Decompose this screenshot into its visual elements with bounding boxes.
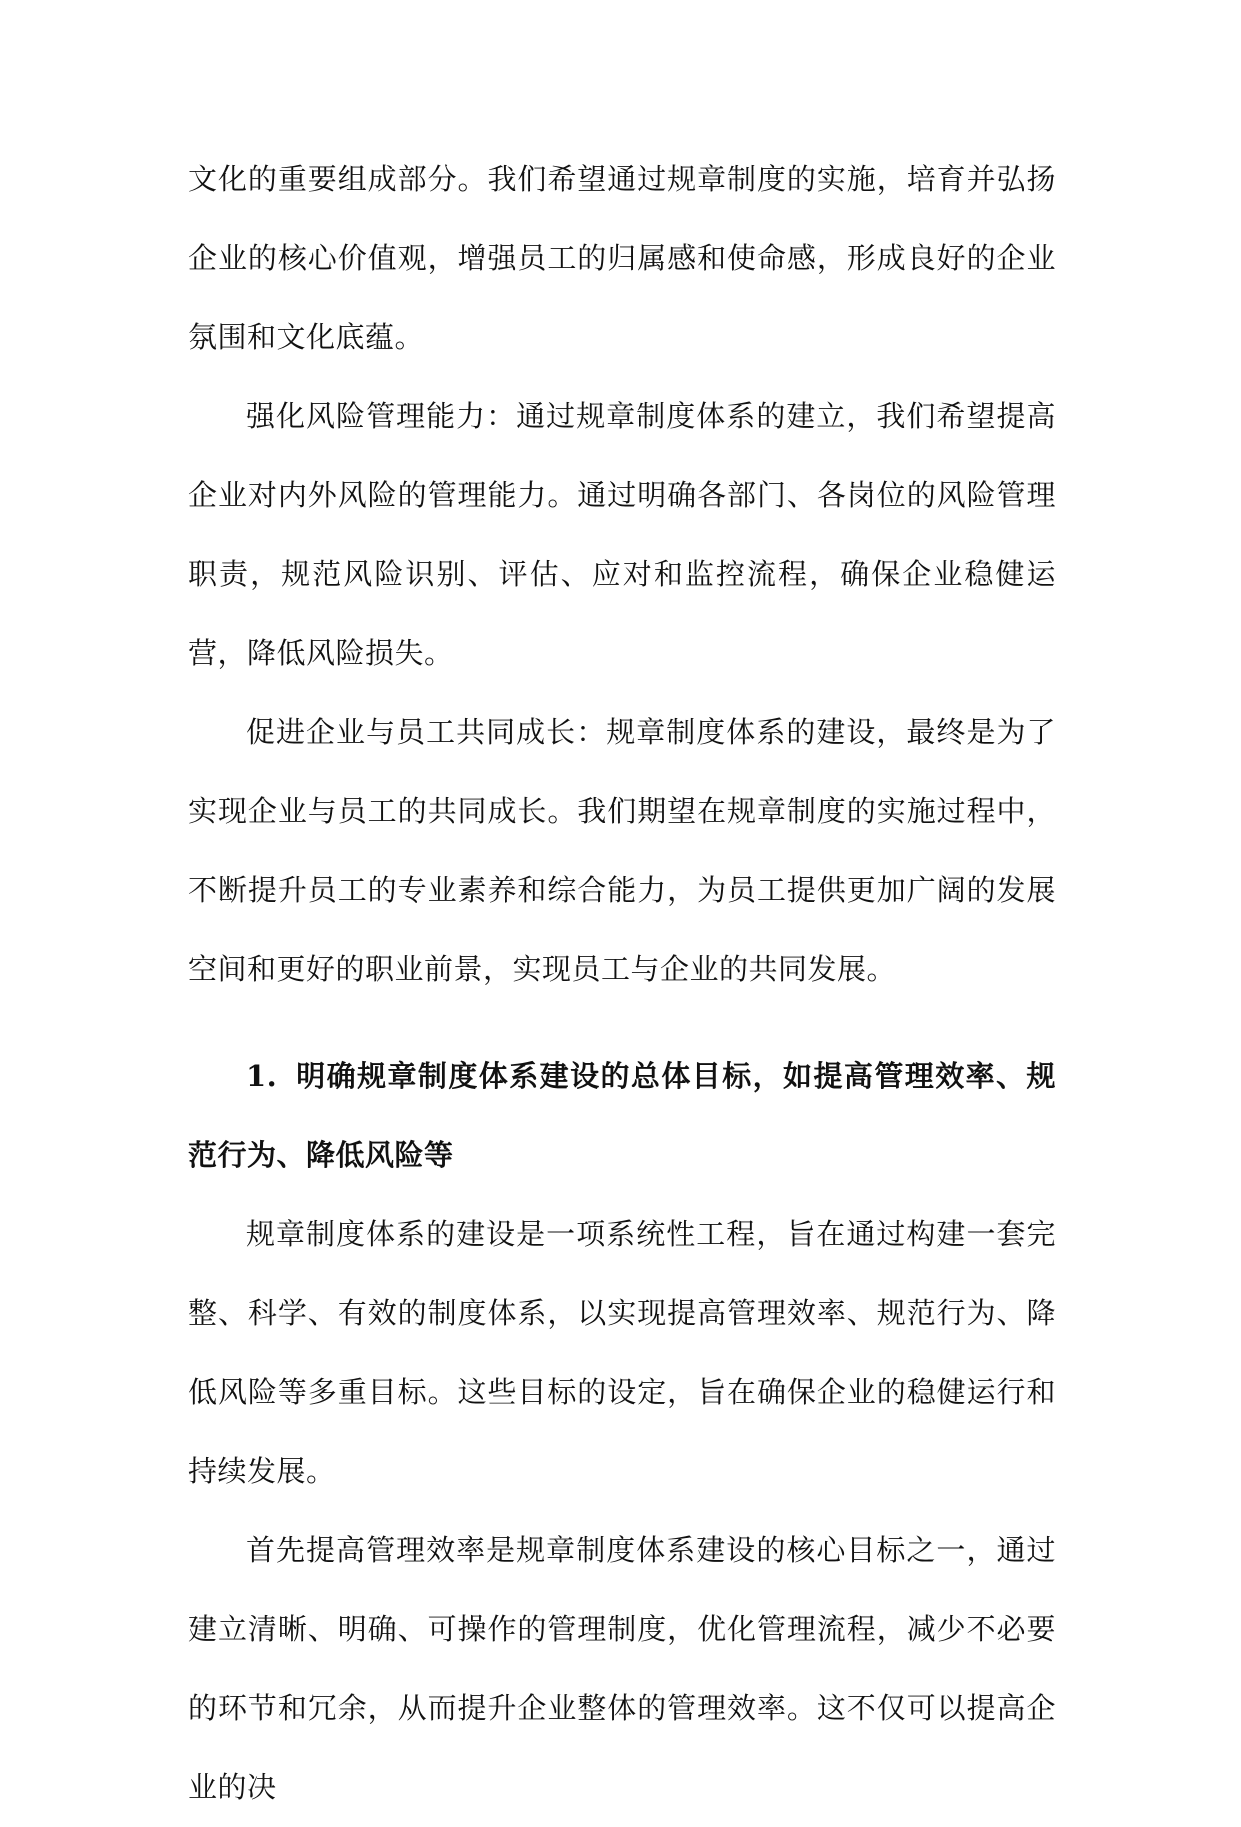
section-heading [188,1037,1056,1195]
paragraph-common-growth: 促进企业与员工共同成长：规章制度体系的建设，最终是为了实现企业与员工的共同成长。我们期望在规章制度的实施过程中，不断提升员工的专业素养和综合能力，为员工提供更加广阔的发展空间和更好的职业前景，实现员工与企业的共同发展。 [188,715,1056,986]
paragraph-system-engineering: 规章制度体系的建设是一项系统性工程，旨在通过构建一套完整、科学、有效的制度体系，以实现提高管理效率、规范行为、降低风险等多重目标。这些目标的设定，旨在确保企业的稳健运行和持续发展。 [188,1217,1056,1488]
paragraph-risk-management: 强化风险管理能力：通过规章制度体系的建立，我们希望提高企业对内外风险的管理能力。通过明确各部门、各岗位的风险管理职责，规范风险识别、评估、应对和监控流程，确保企业稳健运营，降低风险损失。 [188,399,1056,670]
paragraph-culture-continued: 文化的重要组成部分。我们希望通过规章制度的实施，培育并弘扬企业的核心价值观，增强员工的归属感和使命感，形成良好的企业氛围和文化底蕴。 [188,162,1056,354]
section-heading-number: 1. [246,1059,278,1093]
paragraph-management-efficiency: 首先提高管理效率是规章制度体系建设的核心目标之一，通过建立清晰、明确、可操作的管理制度，优化管理流程，减少不必要的环节和冗余，从而提升企业整体的管理效率。这不仅可以提高企业的决 [188,1533,1056,1804]
section-heading-text: 明确规章制度体系建设的总体目标，如提高管理效率、规范行为、降低风险等 [188,1059,1056,1172]
page-content [188,140,1056,1827]
